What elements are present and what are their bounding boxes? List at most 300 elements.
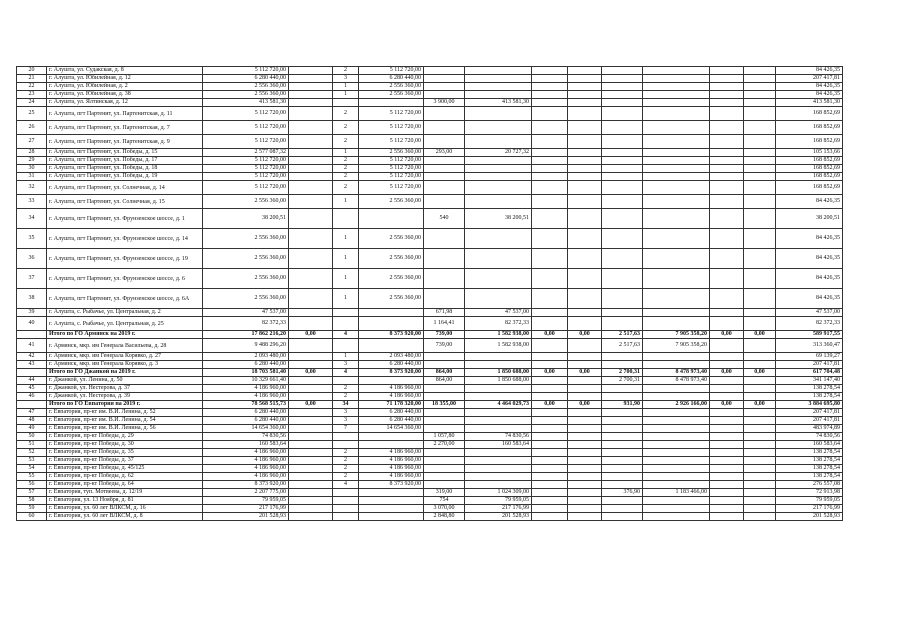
cell-col-15: 47 537,00 [776,309,843,317]
cell-col-4 [289,441,333,449]
cell-col-4 [289,505,333,513]
cell-col-14 [744,75,776,83]
cell-col-11 [602,289,643,309]
cell-col-9 [532,465,568,473]
cell-col-13 [710,489,744,497]
cell-address: г. Алушта, ул. Судакская, д. 8 [47,67,203,75]
cell-address: г. Алушта, ул. Юбилейная, д. 2 [47,83,203,91]
cell-col-15: 138 278,54 [776,465,843,473]
cell-quantity: 4 [333,481,359,489]
cell-col-14 [744,353,776,361]
cell-col-15: 168 852,69 [776,181,843,195]
cell-col-13 [710,149,744,157]
cell-col-9 [532,181,568,195]
cell-total-cost: 79 959,05 [203,497,289,505]
cell-col-11 [602,361,643,369]
cell-total-cost: 6 280 440,00 [203,361,289,369]
table-row [17,121,843,135]
cell-col-4 [289,249,333,269]
cell-col-15: 84 426,35 [776,289,843,309]
cell-col-13 [710,83,744,91]
cell-col-8 [465,393,532,401]
table-row [17,317,843,331]
cell-col-6 [359,513,424,521]
cell-col-10 [568,361,602,369]
cell-address: г. Алушта, пгт Партенит, ул. Победы, д. 15 [47,149,203,157]
cell-col-10 [568,309,602,317]
cell-area [424,165,465,173]
cell-row-number: 55 [17,473,47,481]
cell-col-6 [359,317,424,331]
cell-address: г. Алушта, пгт Партенит, ул. Солнечная, д. 15 [47,195,203,209]
cell-quantity: 3 [333,361,359,369]
cell-col-12 [643,195,710,209]
cell-total-cost: 5 112 720,00 [203,181,289,195]
cell-col-4 [289,489,333,497]
cell-col-4 [289,173,333,181]
cell-col-6 [359,441,424,449]
cell-row-number: 59 [17,505,47,513]
cell-col-10 [568,441,602,449]
cell-row-number: 44 [17,377,47,385]
cell-row-number: 46 [17,393,47,401]
cell-col-15: 82 372,33 [776,317,843,331]
cell-col-9 [532,165,568,173]
cell-total-cost: 14 654 360,00 [203,425,289,433]
cell-total-cost: 4 186 960,00 [203,473,289,481]
cell-col-10 [568,433,602,441]
cell-col-13 [710,339,744,353]
cell-col-15: 84 426,35 [776,195,843,209]
cell-col-10 [568,181,602,195]
cell-col-13 [710,249,744,269]
cell-col-14 [744,449,776,457]
cell-area [424,353,465,361]
cell-col-14: 0,00 [744,401,776,409]
cell-col-14: 0,00 [744,331,776,339]
cell-col-14 [744,339,776,353]
cell-col-15: 168 852,69 [776,173,843,181]
cell-col-4 [289,121,333,135]
cell-col-14 [744,489,776,497]
cell-col-12 [643,417,710,425]
table-row [17,165,843,173]
cell-col-15: 207 417,81 [776,417,843,425]
cell-col-6: 2 556 360,00 [359,195,424,209]
cell-area [424,425,465,433]
cell-col-9 [532,67,568,75]
cell-col-10 [568,289,602,309]
cell-total-cost: 4 186 960,00 [203,385,289,393]
cell-col-4 [289,99,333,107]
cell-col-8 [465,75,532,83]
cell-col-13 [710,309,744,317]
cell-total-cost: 5 112 720,00 [203,107,289,121]
cell-total-cost: 2 556 360,00 [203,83,289,91]
cell-address: г. Армянск, мкр. им Генерала Васильева, д. 28 [47,339,203,353]
cell-quantity [333,497,359,505]
cell-row-number: 23 [17,91,47,99]
cell-row-number: 37 [17,269,47,289]
cell-col-8: 201 528,93 [465,513,532,521]
cell-area: 1 164,41 [424,317,465,331]
cell-col-6: 4 186 960,00 [359,473,424,481]
table-row [17,489,843,497]
cell-address: г. Евпатория, пр-кт им. В.И. Ленина, д. 54 [47,417,203,425]
cell-area [424,269,465,289]
cell-col-11 [602,317,643,331]
cell-col-15: 138 278,54 [776,449,843,457]
cell-address: г. Евпатория, туп. Мотвеева, д. 12/19 [47,489,203,497]
cell-col-9 [532,107,568,121]
cell-quantity: 3 [333,409,359,417]
cell-row-number: 50 [17,433,47,441]
cell-total-cost: 82 372,33 [203,317,289,331]
cell-col-9 [532,417,568,425]
cell-col-4 [289,67,333,75]
cell-col-10 [568,425,602,433]
cell-col-10 [568,135,602,149]
cell-col-8: 74 830,56 [465,433,532,441]
cell-address: г. Алушта, с. Рыбачье, ул. Центральная, д. 2 [47,309,203,317]
cell-col-10 [568,513,602,521]
cell-quantity [333,489,359,497]
cell-area [424,289,465,309]
cell-row-number: 54 [17,465,47,473]
cell-col-11 [602,249,643,269]
cell-quantity: 2 [333,465,359,473]
cell-col-9 [532,149,568,157]
cell-col-11 [602,309,643,317]
cell-col-15: 138 278,54 [776,473,843,481]
cell-col-12 [643,269,710,289]
cell-quantity: 1 [333,195,359,209]
cell-col-14 [744,149,776,157]
cell-col-12: 7 905 358,20 [643,331,710,339]
cell-col-11 [602,457,643,465]
cell-col-11 [602,91,643,99]
cell-col-15: 413 581,30 [776,99,843,107]
cell-quantity: 34 [333,401,359,409]
cell-col-12 [643,209,710,229]
cell-col-9 [532,393,568,401]
cell-address: г. Алушта, пгт Партенит, ул. Партенитская, д. 9 [47,135,203,149]
cell-col-11 [602,229,643,249]
cell-col-9 [532,121,568,135]
cell-area [424,393,465,401]
cell-col-13 [710,91,744,99]
cell-col-9 [532,209,568,229]
cell-area [424,195,465,209]
cell-col-6 [359,99,424,107]
cell-col-15: 483 974,89 [776,425,843,433]
cell-col-11 [602,83,643,91]
cell-col-11: 2 700,31 [602,377,643,385]
table-row [17,75,843,83]
cell-col-6: 5 112 720,00 [359,157,424,165]
cell-col-8 [465,107,532,121]
cell-col-11: 2 517,63 [602,331,643,339]
cell-col-13 [710,497,744,505]
cell-area [424,173,465,181]
cell-quantity: 1 [333,249,359,269]
table-row [17,289,843,309]
cell-quantity: 2 [333,121,359,135]
cell-col-6 [359,309,424,317]
cell-col-12 [643,425,710,433]
cell-area: 864,00 [424,377,465,385]
cell-row-number: 31 [17,173,47,181]
cell-col-13 [710,75,744,83]
cell-total-cost: 6 280 440,00 [203,409,289,417]
cell-col-6 [359,209,424,229]
cell-col-10: 0,00 [568,369,602,377]
cell-col-11 [602,409,643,417]
cell-col-13 [710,121,744,135]
cell-col-14 [744,433,776,441]
cell-col-4 [289,339,333,353]
cell-col-10 [568,393,602,401]
cell-area: 864,00 [424,369,465,377]
cell-quantity: 2 [333,449,359,457]
cell-total-cost: 2 556 360,00 [203,269,289,289]
cell-col-14 [744,481,776,489]
cell-col-8 [465,67,532,75]
cell-col-15: 38 200,51 [776,209,843,229]
cell-row-number [17,369,47,377]
cell-total-cost: 2 207 775,00 [203,489,289,497]
cell-col-12 [643,433,710,441]
cell-col-6: 2 556 360,00 [359,289,424,309]
cell-col-13 [710,173,744,181]
cell-col-6: 2 556 360,00 [359,269,424,289]
cell-col-6 [359,497,424,505]
cell-col-14 [744,441,776,449]
cell-col-8 [465,449,532,457]
cell-address: г. Евпатория, ул. 60 лет ВЛКСМ, д. 8 [47,513,203,521]
cell-col-10 [568,489,602,497]
cell-col-4 [289,107,333,121]
cell-total-cost: 4 186 960,00 [203,457,289,465]
cell-col-15: 207 417,81 [776,409,843,417]
cell-col-11 [602,353,643,361]
cell-area: 18 355,00 [424,401,465,409]
cell-col-13 [710,99,744,107]
cell-quantity: 7 [333,425,359,433]
cell-col-15: 69 139,27 [776,353,843,361]
cell-col-4 [289,269,333,289]
cell-col-10 [568,385,602,393]
cell-col-12 [643,361,710,369]
cell-col-10 [568,457,602,465]
cell-col-12 [643,309,710,317]
cell-col-4: 0,00 [289,401,333,409]
cell-col-11 [602,209,643,229]
repair-schedule-table [16,66,843,521]
cell-quantity: 2 [333,173,359,181]
cell-col-6: 6 280 440,00 [359,409,424,417]
cell-quantity: 1 [333,289,359,309]
cell-col-6: 2 556 360,00 [359,91,424,99]
cell-col-6: 2 093 480,00 [359,353,424,361]
cell-total-cost: 18 703 581,40 [203,369,289,377]
cell-quantity [333,209,359,229]
cell-col-14 [744,269,776,289]
cell-col-10 [568,229,602,249]
cell-col-8: 160 583,64 [465,441,532,449]
cell-total-cost: 2 556 360,00 [203,229,289,249]
cell-area [424,249,465,269]
cell-quantity: 2 [333,181,359,195]
cell-col-8 [465,409,532,417]
cell-col-10 [568,91,602,99]
cell-area [424,457,465,465]
table-row [17,149,843,157]
cell-col-15: 74 830,56 [776,433,843,441]
cell-col-13 [710,449,744,457]
cell-area: 671,98 [424,309,465,317]
cell-total-cost: 74 830,56 [203,433,289,441]
cell-total-cost: 4 186 960,00 [203,465,289,473]
cell-col-14: 0,00 [744,369,776,377]
cell-col-14 [744,505,776,513]
table-row [17,91,843,99]
cell-quantity [333,441,359,449]
cell-col-9 [532,433,568,441]
cell-col-8: 4 464 029,73 [465,401,532,409]
cell-col-13 [710,481,744,489]
cell-col-8 [465,181,532,195]
document-sheet [16,66,843,521]
cell-col-13 [710,409,744,417]
cell-col-10 [568,497,602,505]
cell-row-number [17,331,47,339]
cell-area: 293,00 [424,149,465,157]
cell-col-6: 8 373 920,00 [359,369,424,377]
cell-col-12 [643,505,710,513]
cell-col-11: 2 700,31 [602,369,643,377]
cell-col-13 [710,107,744,121]
cell-col-14 [744,157,776,165]
cell-col-13 [710,317,744,331]
cell-col-11 [602,385,643,393]
cell-col-9 [532,441,568,449]
cell-col-6: 6 280 440,00 [359,75,424,83]
cell-col-4 [289,83,333,91]
cell-col-10 [568,149,602,157]
cell-total-cost: 201 528,93 [203,513,289,521]
cell-col-14 [744,195,776,209]
cell-row-number: 35 [17,229,47,249]
table-row [17,67,843,75]
cell-col-8: 38 200,51 [465,209,532,229]
cell-total-cost: 4 186 960,00 [203,393,289,401]
cell-quantity [333,377,359,385]
cell-col-13 [710,135,744,149]
cell-col-10 [568,157,602,165]
cell-col-14 [744,249,776,269]
cell-col-11 [602,473,643,481]
cell-address: г. Алушта, пгт Партенит, ул. Фрунзенское шоссе, д. 6А [47,289,203,309]
cell-col-15: 168 852,69 [776,165,843,173]
cell-col-12 [643,181,710,195]
cell-col-11 [602,513,643,521]
cell-col-15: 217 176,99 [776,505,843,513]
cell-col-6: 71 178 320,00 [359,401,424,409]
cell-total-cost: 8 373 920,00 [203,481,289,489]
cell-address: г. Евпатория, пр-кт Победы, д. 37 [47,457,203,465]
cell-col-13 [710,269,744,289]
cell-col-13 [710,165,744,173]
cell-col-9 [532,229,568,249]
cell-col-14 [744,393,776,401]
cell-col-9 [532,317,568,331]
cell-col-9 [532,195,568,209]
cell-col-8: 82 372,33 [465,317,532,331]
cell-col-11: 376,90 [602,489,643,497]
cell-col-6: 2 556 360,00 [359,83,424,91]
cell-col-14 [744,513,776,521]
cell-row-number: 47 [17,409,47,417]
cell-col-12 [643,513,710,521]
cell-row-number: 60 [17,513,47,521]
cell-col-11 [602,99,643,107]
cell-col-8: 217 176,99 [465,505,532,513]
cell-col-4 [289,417,333,425]
cell-col-13 [710,67,744,75]
cell-area [424,91,465,99]
cell-address: г. Алушта, ул. Юбилейная, д. 12 [47,75,203,83]
cell-col-8 [465,249,532,269]
cell-col-14 [744,317,776,331]
cell-row-number: 45 [17,385,47,393]
table-row [17,107,843,121]
cell-area [424,107,465,121]
cell-col-8 [465,173,532,181]
cell-col-15: 313 360,47 [776,339,843,353]
cell-col-4 [289,377,333,385]
cell-quantity: 2 [333,393,359,401]
cell-quantity: 1 [333,229,359,249]
cell-col-9 [532,505,568,513]
cell-area [424,135,465,149]
cell-col-13 [710,425,744,433]
cell-quantity [333,433,359,441]
cell-address: г. Алушта, пгт Партенит, ул. Солнечная, д. 14 [47,181,203,195]
cell-col-11: 2 517,63 [602,339,643,353]
cell-col-12 [643,83,710,91]
table-row [17,135,843,149]
cell-col-13 [710,377,744,385]
cell-col-15: 341 147,40 [776,377,843,385]
cell-col-14 [744,361,776,369]
cell-total-cost: 2 093 480,00 [203,353,289,361]
cell-col-12 [643,249,710,269]
cell-address: г. Джанкой, ул. Ленина, д. 50 [47,377,203,385]
cell-area [424,229,465,249]
cell-quantity: 2 [333,165,359,173]
cell-col-8: 1 582 938,00 [465,331,532,339]
cell-col-10: 0,00 [568,331,602,339]
cell-quantity: 2 [333,135,359,149]
cell-row-number: 24 [17,99,47,107]
cell-col-9: 0,00 [532,369,568,377]
cell-col-15: 84 426,35 [776,229,843,249]
cell-col-12 [643,289,710,309]
cell-col-11 [602,417,643,425]
cell-col-9 [532,289,568,309]
cell-col-11 [602,425,643,433]
